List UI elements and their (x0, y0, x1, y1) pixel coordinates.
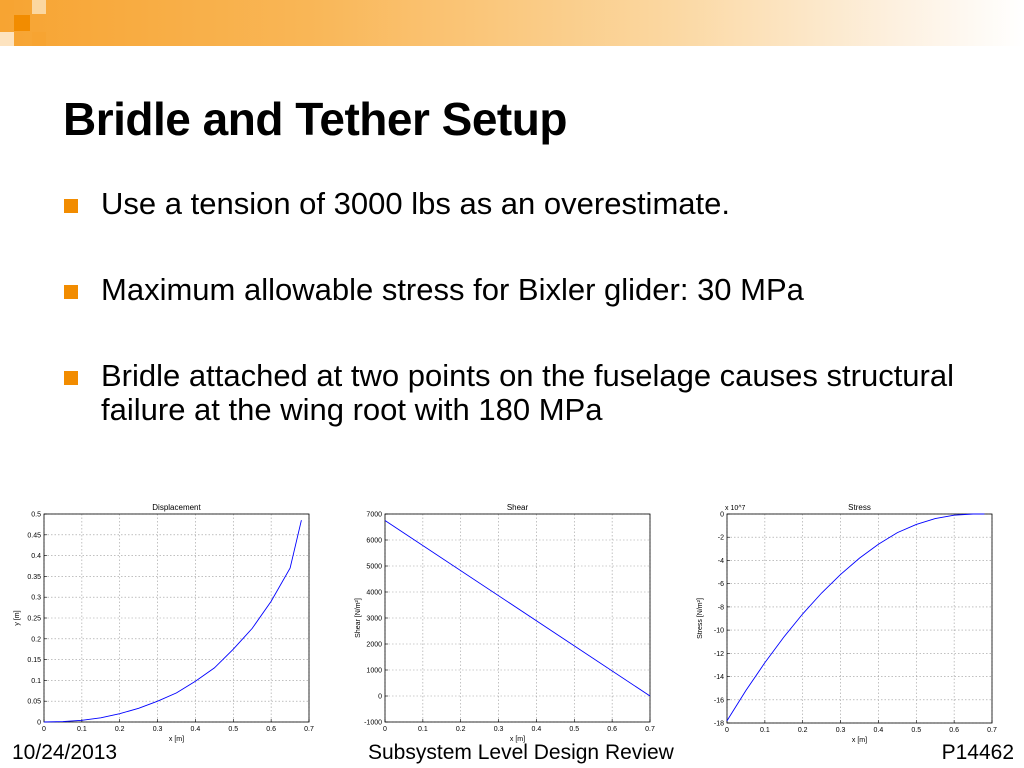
y-tick-label: -4 (717, 557, 724, 565)
logo-square-4 (32, 32, 46, 46)
chart-title: Displacement (152, 503, 201, 512)
stress-chart (695, 496, 1000, 746)
chart-svg (345, 496, 660, 746)
x-tick-label: 0.1 (759, 727, 770, 734)
x-axis-label: x [m] (509, 736, 526, 743)
x-tick-label: 0.6 (266, 726, 277, 733)
y-tick-label: 0 (720, 511, 724, 519)
displacement-chart (0, 496, 320, 746)
bullet-square-icon (64, 285, 78, 299)
y-tick-label: -16 (713, 697, 724, 705)
x-axis-label: x [m] (851, 737, 868, 744)
x-tick-label: 0.2 (455, 726, 466, 733)
chart-svg (0, 496, 320, 746)
bullet-square-icon (64, 199, 78, 213)
y-tick-label: 4000 (366, 589, 382, 597)
slide-title: Bridle and Tether Setup (63, 93, 567, 145)
x-tick-label: 0.5 (228, 726, 239, 733)
y-tick-label: 0.4 (31, 553, 41, 561)
x-tick-label: 0.5 (911, 727, 922, 734)
y-tick-label: 0.3 (31, 594, 41, 602)
y-axis-exponent: x 10^7 (725, 505, 746, 512)
y-tick-label: -8 (717, 604, 724, 612)
plot-area (727, 514, 992, 723)
header-gradient-bar (0, 0, 1024, 46)
x-tick-label: 0.3 (152, 726, 163, 733)
x-tick-label: 0.7 (987, 727, 997, 734)
shear-chart (345, 496, 660, 746)
x-tick-label: 0.5 (569, 726, 580, 733)
x-tick-label: 0.4 (531, 726, 542, 733)
y-tick-label: 0 (37, 719, 41, 727)
y-axis-label: Stress [N/m²] (697, 598, 704, 639)
x-tick-label: 0.7 (645, 726, 655, 733)
y-tick-label: 6000 (366, 537, 382, 545)
x-tick-label: 0 (383, 726, 387, 733)
bullet-square-icon (64, 371, 78, 385)
y-tick-label: 3000 (366, 615, 382, 623)
x-tick-label: 0.4 (873, 727, 884, 734)
y-tick-label: 7000 (366, 511, 382, 519)
x-tick-label: 0.2 (797, 727, 808, 734)
footer-date: 10/24/2013 (12, 741, 118, 764)
bullet-text: Bridle attached at two points on the fuselage causes structural failure at the wing root with 180 MPa (101, 358, 954, 427)
y-tick-label: -12 (713, 650, 724, 658)
y-tick-label: 0.35 (27, 573, 41, 581)
x-tick-label: 0 (42, 726, 46, 733)
y-tick-label: 0.05 (27, 698, 41, 706)
y-tick-label: -1000 (364, 719, 382, 727)
y-tick-label: -6 (717, 581, 724, 589)
chart-svg (695, 496, 1000, 746)
x-tick-label: 0.6 (949, 727, 960, 734)
y-tick-label: 0 (378, 693, 382, 701)
footer-project-id: P14462 (941, 741, 1014, 764)
logo-square-3 (32, 0, 46, 14)
footer-center-text: Subsystem Level Design Review (368, 741, 674, 764)
x-tick-label: 0.7 (304, 726, 314, 733)
y-tick-label: 0.45 (27, 532, 41, 540)
x-tick-label: 0.2 (114, 726, 125, 733)
y-tick-label: 2000 (366, 641, 382, 649)
x-tick-label: 0.1 (76, 726, 87, 733)
x-tick-label: 0 (725, 727, 729, 734)
x-tick-label: 0.6 (607, 726, 618, 733)
x-tick-label: 0.3 (493, 726, 504, 733)
y-tick-label: 0.2 (31, 636, 41, 644)
y-tick-label: 1000 (366, 667, 382, 675)
y-tick-label: 0.5 (31, 511, 41, 519)
y-axis-label: y [m] (14, 610, 21, 626)
chart-title: Stress (848, 503, 871, 512)
y-tick-label: 0.1 (31, 677, 41, 685)
bullet-text: Use a tension of 3000 lbs as an overestimate. (101, 186, 730, 221)
x-axis-label: x [m] (168, 736, 185, 743)
y-tick-label: -14 (713, 674, 724, 682)
y-tick-label: 5000 (366, 563, 382, 571)
y-tick-label: -10 (713, 627, 724, 635)
y-tick-label: -18 (713, 720, 724, 728)
logo-square-5 (0, 32, 14, 46)
logo-square-2 (14, 15, 30, 31)
y-tick-label: 0.25 (27, 615, 41, 623)
bullet-text: Maximum allowable stress for Bixler glider: 30 MPa (101, 272, 804, 307)
y-tick-label: 0.15 (27, 657, 41, 665)
logo-square-1 (0, 0, 14, 14)
x-tick-label: 0.4 (190, 726, 201, 733)
chart-title: Shear (506, 503, 529, 512)
x-tick-label: 0.3 (835, 727, 846, 734)
y-axis-label: Shear [N/m²] (355, 598, 362, 638)
x-tick-label: 0.1 (417, 726, 428, 733)
y-tick-label: -2 (717, 534, 724, 542)
